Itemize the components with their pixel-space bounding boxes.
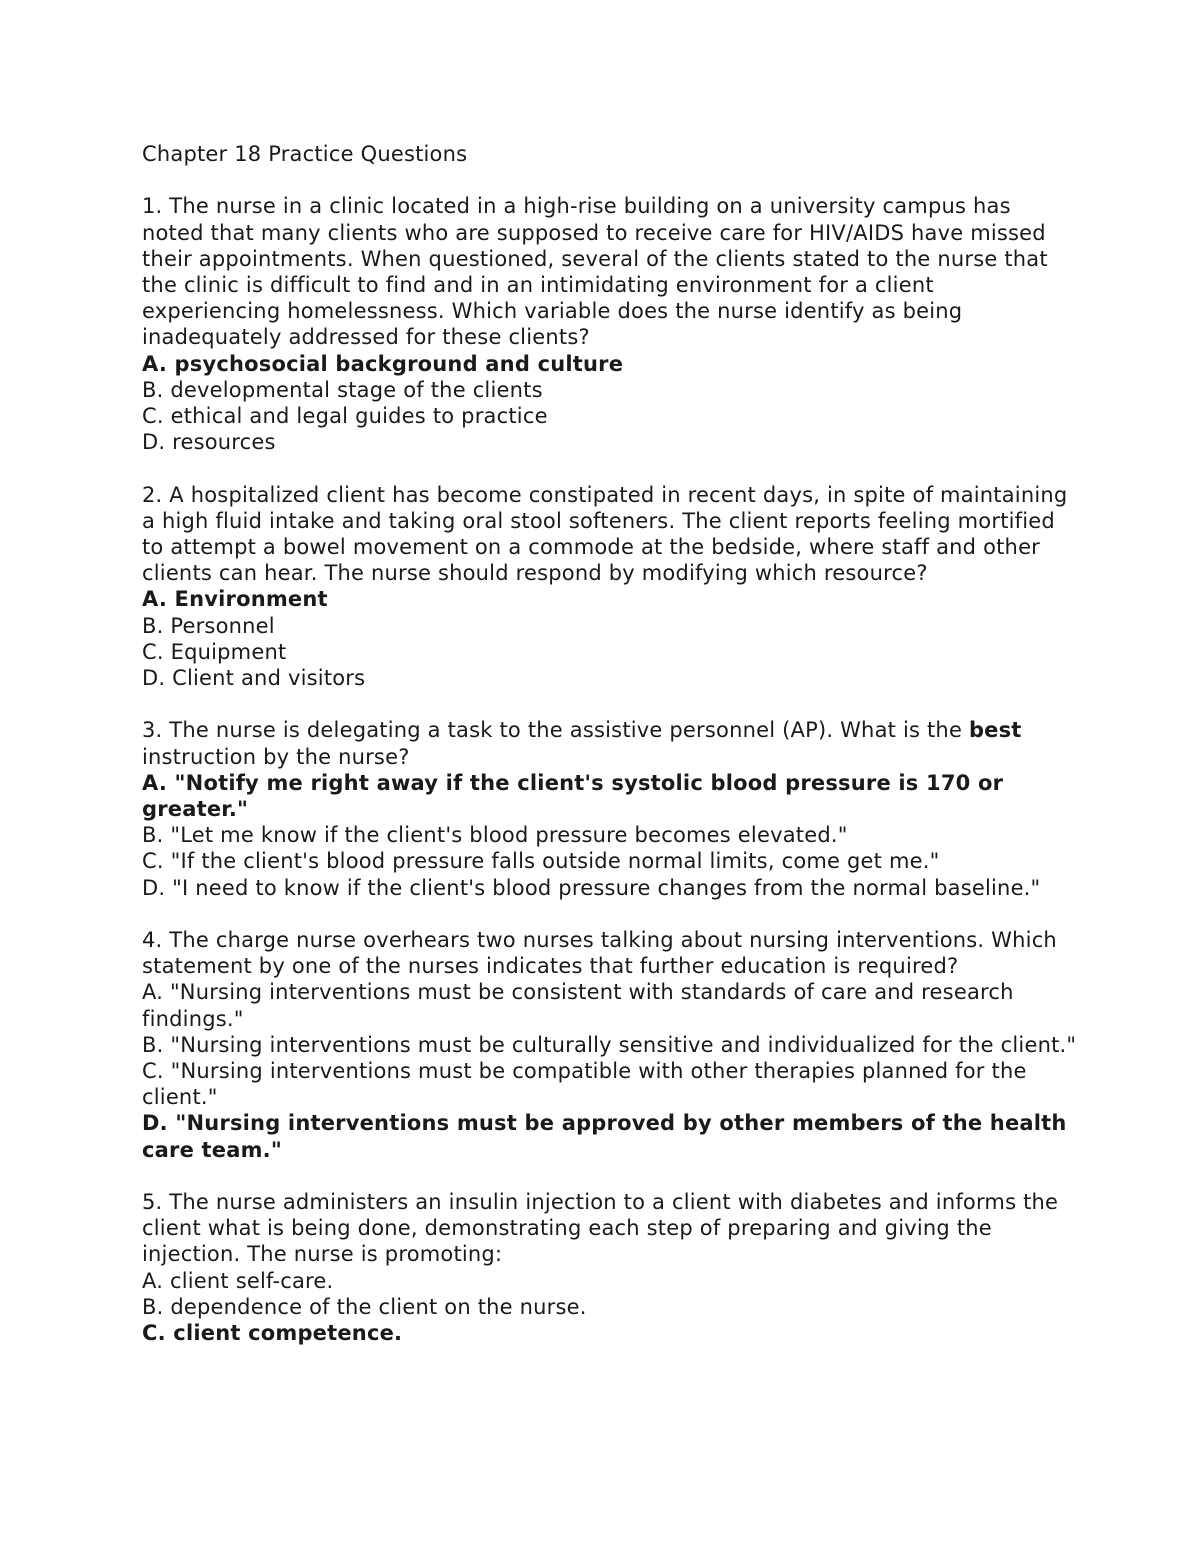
answer-option: B. Personnel bbox=[142, 613, 275, 638]
answer-option: B. "Nursing interventions must be culturally sensitive and individualized for the client." bbox=[142, 1032, 1077, 1057]
answer-option: A. "Nursing interventions must be consistent with standards of care and research findings." bbox=[142, 980, 1014, 1031]
answer-option: B. "Let me know if the client's blood pressure becomes elevated." bbox=[142, 823, 848, 848]
question-stem-text: instruction by the nurse? bbox=[142, 744, 410, 769]
answer-option-correct: A. "Notify me right away if the client's systolic blood pressure is 170 or greater." bbox=[142, 770, 1004, 822]
question-stem: 5. The nurse administers an insulin injection to a client with diabetes and informs the client what is being done, demonstrating each step of preparing and giving the injection. The nurse is promoting: bbox=[142, 1190, 1059, 1267]
answer-option: D. "I need to know if the client's blood pressure changes from the normal baseline." bbox=[142, 875, 1041, 900]
question-stem: 4. The charge nurse overhears two nurses talking about nursing interventions. Which statement by one of the nurses indicates that further education is required? bbox=[142, 928, 1057, 979]
document-title: Chapter 18 Practice Questions bbox=[142, 142, 468, 166]
answer-option: C. "Nursing interventions must be compatible with other therapies planned for the client." bbox=[142, 1059, 1027, 1110]
question-stem: 2. A hospitalized client has become constipated in recent days, in spite of maintaining a high fluid intake and taking oral stool softeners. The client reports feeling mortified to attempt a bowel movement on a commode at the bedside, where staff and other clients can hear. The nurse should respond by modifying which resource? bbox=[142, 482, 1068, 586]
question-1 bbox=[142, 193, 1077, 455]
answer-option-correct: C. client competence. bbox=[142, 1321, 403, 1346]
question-2 bbox=[142, 482, 1077, 692]
question-stem: 1. The nurse in a clinic located in a high-rise building on a university campus has noted that many clients who are supposed to receive care for HIV/AIDS have missed their appointments. When questioned, several of the clients stated to the nurse that the clinic is difficult to find and in an intimidating environment for a client experiencing homelessness. Which variable does the nurse identify as being inadequately addressed for these clients? bbox=[142, 194, 1048, 350]
question-stem bbox=[142, 717, 1077, 769]
answer-option-correct: D. "Nursing interventions must be approved by other members of the health care team." bbox=[142, 1111, 1067, 1162]
answer-option: C. "If the client's blood pressure falls outside normal limits, come get me." bbox=[142, 849, 940, 874]
answer-option: B. developmental stage of the clients bbox=[142, 377, 543, 402]
question-4 bbox=[142, 927, 1077, 1163]
answer-option: C. Equipment bbox=[142, 639, 287, 664]
answer-option: A. client self-care. bbox=[142, 1268, 334, 1293]
question-stem-emphasis: best bbox=[968, 718, 1022, 743]
answer-option: D. resources bbox=[142, 430, 276, 455]
answer-option-correct: A. Environment bbox=[142, 587, 328, 612]
document-body bbox=[142, 141, 1077, 1372]
answer-option: D. Client and visitors bbox=[142, 666, 366, 691]
answer-option: B. dependence of the client on the nurse. bbox=[142, 1294, 587, 1319]
question-3 bbox=[142, 717, 1077, 900]
question-5 bbox=[142, 1189, 1077, 1346]
question-stem-text: 3. The nurse is delegating a task to the assistive personnel (AP). What is the bbox=[142, 718, 969, 743]
answer-option: C. ethical and legal guides to practice bbox=[142, 404, 548, 429]
answer-option-correct: A. psychosocial background and culture bbox=[142, 351, 624, 376]
